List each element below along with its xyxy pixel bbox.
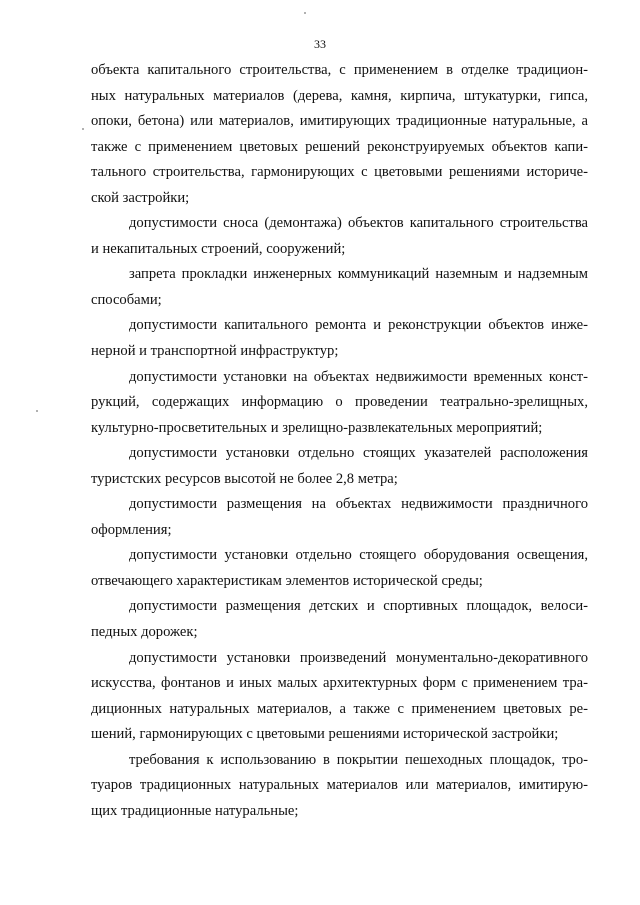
text-line: допустимости размещения детских и спортивных площадок, велоси- bbox=[129, 598, 588, 615]
text-line: туаров традиционных натуральных материалов или материалов, имитирую- bbox=[91, 777, 588, 794]
text-line: также с применением цветовых решений реконструируемых объектов капи- bbox=[91, 138, 588, 155]
text-line: допустимости установки отдельно стоящего оборудования освещения, bbox=[129, 547, 588, 564]
text-line: оформления; bbox=[91, 521, 172, 538]
paragraph bbox=[91, 594, 588, 645]
text-line: культурно-просветительных и зрелищно-развлекательных мероприятий; bbox=[91, 419, 543, 436]
text-line: щих традиционные натуральные; bbox=[91, 802, 299, 819]
scan-speck bbox=[36, 410, 38, 412]
text-line: отвечающего характеристикам элементов исторической среды; bbox=[91, 572, 483, 589]
text-line: туристских ресурсов высотой не более 2,8 метра; bbox=[91, 470, 398, 487]
text-line: допустимости капитального ремонта и реконструкции объектов инже- bbox=[129, 317, 588, 334]
text-line: запрета прокладки инженерных коммуникаций наземным и надземным bbox=[129, 266, 588, 283]
text-line: допустимости установки на объектах недвижимости временных конст- bbox=[129, 368, 588, 385]
paragraph bbox=[91, 58, 588, 211]
paragraph bbox=[91, 313, 588, 364]
text-line: ных натуральных материалов (дерева, камня, кирпича, штукатурки, гипса, bbox=[91, 87, 588, 104]
paragraph bbox=[91, 365, 588, 442]
paragraph bbox=[91, 492, 588, 543]
text-line: способами; bbox=[91, 291, 162, 308]
text-line: требования к использованию в покрытии пешеходных площадок, тро- bbox=[129, 751, 588, 768]
scan-speck bbox=[304, 12, 306, 14]
text-line: допустимости сноса (демонтажа) объектов капитального строительства bbox=[129, 215, 588, 232]
text-line: допустимости установки произведений монументально-декоративного bbox=[129, 649, 588, 666]
text-line: искусства, фонтанов и иных малых архитектурных форм с применением тра- bbox=[91, 675, 588, 692]
document-body bbox=[91, 58, 588, 824]
text-line: опоки, бетона) или материалов, имитирующих традиционные натуральные, а bbox=[91, 113, 588, 130]
paragraph bbox=[91, 262, 588, 313]
text-line: шений, гармонирующих с цветовыми решениями исторической застройки; bbox=[91, 726, 559, 743]
paragraph bbox=[91, 543, 588, 594]
paragraph bbox=[91, 646, 588, 748]
text-line: рукций, содержащих информацию о проведении театрально-зрелищных, bbox=[91, 394, 588, 411]
text-line: тального строительства, гармонирующих с цветовыми решениями историче- bbox=[91, 164, 588, 181]
scan-speck bbox=[82, 128, 84, 130]
text-line: допустимости установки отдельно стоящих указателей расположения bbox=[129, 445, 588, 462]
page-number: 33 bbox=[314, 37, 326, 51]
text-line: ской застройки; bbox=[91, 189, 190, 206]
paragraph bbox=[91, 441, 588, 492]
paragraph bbox=[91, 748, 588, 825]
text-line: педных дорожек; bbox=[91, 624, 198, 641]
text-line: нерной и транспортной инфраструктур; bbox=[91, 343, 339, 360]
text-line: объекта капитального строительства, с применением в отделке традицион- bbox=[91, 62, 588, 78]
text-line: диционных натуральных материалов, а также с применением цветовых ре- bbox=[91, 700, 588, 717]
text-line: допустимости размещения на объектах недвижимости праздничного bbox=[129, 496, 588, 513]
text-line: и некапитальных строений, сооружений; bbox=[91, 240, 346, 257]
paragraph bbox=[91, 211, 588, 262]
